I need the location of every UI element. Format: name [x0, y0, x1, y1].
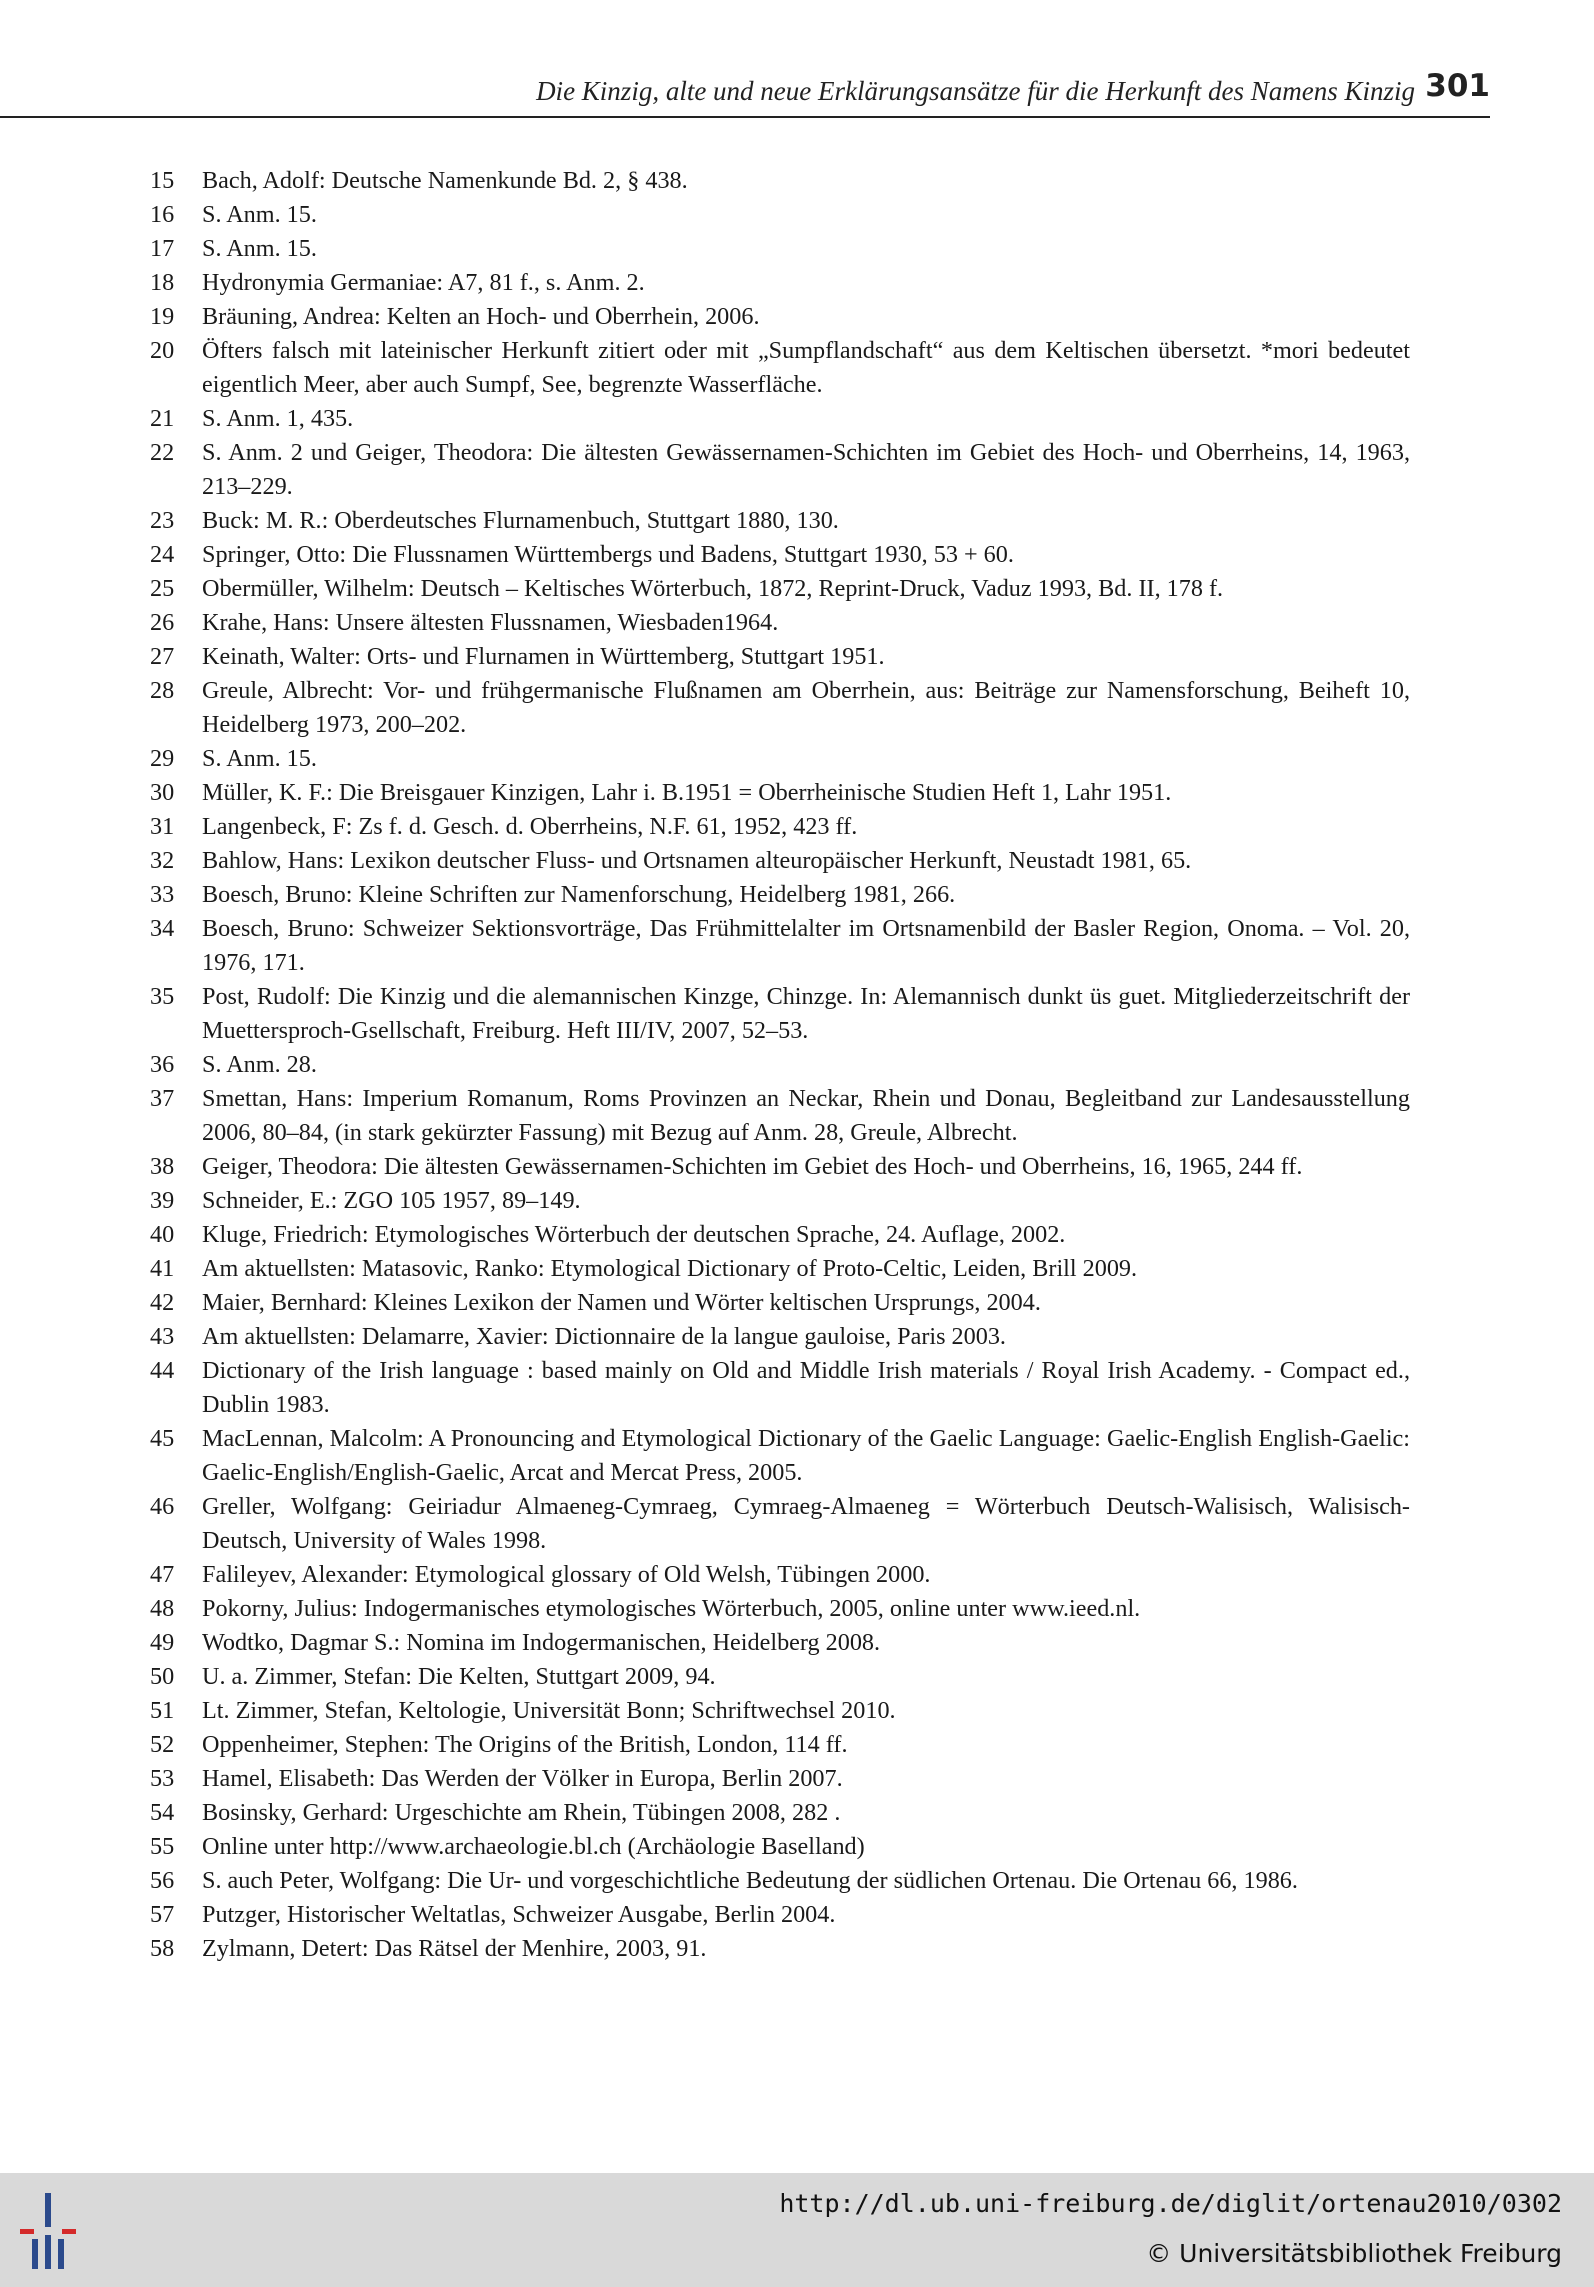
footnote-item — [150, 1626, 1410, 1660]
footnote-number: 55 — [150, 1833, 175, 1860]
footnote-text: Kluge, Friedrich: Etymologisches Wörterbuch der deutschen Sprache, 24. Auflage, 2002. — [202, 1221, 1066, 1248]
footer-copyright: © Universitätsbibliothek Freiburg — [1146, 2239, 1562, 2268]
footnote-item — [150, 1932, 1410, 1966]
footnote-number: 16 — [150, 201, 175, 228]
footnote-number: 49 — [150, 1629, 175, 1656]
footnote-item — [150, 878, 1410, 912]
footnote-item — [150, 1354, 1410, 1422]
footnote-item — [150, 674, 1410, 742]
footnote-text: S. Anm. 15. — [202, 235, 317, 262]
footnote-item — [150, 1898, 1410, 1932]
footnote-text: Falileyev, Alexander: Etymological glossary of Old Welsh, Tübingen 2000. — [202, 1561, 931, 1588]
footnote-text: Am aktuellsten: Matasovic, Ranko: Etymological Dictionary of Proto-Celtic, Leiden, Brill 2009. — [202, 1255, 1138, 1282]
footnote-number: 26 — [150, 609, 175, 636]
footnote-number: 22 — [150, 439, 175, 466]
footnote-number: 17 — [150, 235, 175, 262]
footnote-number: 56 — [150, 1867, 175, 1894]
footnote-text: Oppenheimer, Stephen: The Origins of the British, London, 114 ff. — [202, 1731, 848, 1758]
footnote-text: Am aktuellsten: Delamarre, Xavier: Dictionnaire de la langue gauloise, Paris 2003. — [202, 1323, 1006, 1350]
footnote-item — [150, 232, 1410, 266]
footnote-number: 45 — [150, 1425, 175, 1452]
footnote-text: Dictionary of the Irish language : based mainly on Old and Middle Irish materials / Royal Irish Academy. - Compact ed., Dublin 1983. — [202, 1357, 1410, 1418]
footnote-item — [150, 164, 1410, 198]
footnote-item — [150, 1184, 1410, 1218]
footnote-number: 20 — [150, 337, 175, 364]
footnote-number: 32 — [150, 847, 175, 874]
footnote-item — [150, 436, 1410, 504]
footnote-item — [150, 1864, 1410, 1898]
footnote-number: 58 — [150, 1935, 175, 1962]
footnote-number: 36 — [150, 1051, 175, 1078]
footnote-text: Post, Rudolf: Die Kinzig und die alemannischen Kinzge, Chinzge. In: Alemannisch dunkt üs guet. Mitgliederzeitschrift der Muettersproch-Gsellschaft, Freiburg. Heft III/IV, 2007, 52–53. — [202, 983, 1410, 1044]
footnote-item — [150, 1286, 1410, 1320]
footnote-item — [150, 572, 1410, 606]
footnote-text: Smettan, Hans: Imperium Romanum, Roms Provinzen an Neckar, Rhein und Donau, Begleitband zur Landesausstellung 2006, 80–84, (in stark gekürzter Fassung) mit Bezug auf Anm. 28, Greule, Albrecht. — [202, 1085, 1410, 1146]
footnote-text: Maier, Bernhard: Kleines Lexikon der Namen und Wörter keltischen Ursprungs, 2004. — [202, 1289, 1041, 1316]
page-header — [0, 62, 1490, 118]
footnote-text: S. Anm. 15. — [202, 201, 317, 228]
footnote-item — [150, 810, 1410, 844]
ub-freiburg-logo-icon — [20, 2189, 80, 2273]
footnote-text: Lt. Zimmer, Stefan, Keltologie, Universität Bonn; Schriftwechsel 2010. — [202, 1697, 896, 1724]
footnote-item — [150, 1694, 1410, 1728]
footnote-number: 19 — [150, 303, 175, 330]
footnote-text: S. Anm. 15. — [202, 745, 317, 772]
footnote-number: 50 — [150, 1663, 175, 1690]
footnote-item — [150, 1422, 1410, 1490]
footnote-number: 40 — [150, 1221, 175, 1248]
footnote-number: 23 — [150, 507, 175, 534]
footnote-number: 43 — [150, 1323, 175, 1350]
footnote-item — [150, 1558, 1410, 1592]
footnote-text: Springer, Otto: Die Flussnamen Württembergs und Badens, Stuttgart 1930, 53 + 60. — [202, 541, 1014, 568]
footnote-item — [150, 402, 1410, 436]
footnote-item — [150, 1150, 1410, 1184]
footnote-number: 21 — [150, 405, 175, 432]
footnote-text: Buck: M. R.: Oberdeutsches Flurnamenbuch, Stuttgart 1880, 130. — [202, 507, 839, 534]
footnote-number: 52 — [150, 1731, 175, 1758]
footnote-number: 27 — [150, 643, 175, 670]
footnote-text: Pokorny, Julius: Indogermanisches etymologisches Wörterbuch, 2005, online unter www.ieed.nl. — [202, 1595, 1141, 1622]
footnote-number: 46 — [150, 1493, 175, 1520]
footnote-item — [150, 606, 1410, 640]
footnote-text: S. Anm. 2 und Geiger, Theodora: Die ältesten Gewässernamen-Schichten im Gebiet des Hoch- und Oberrheins, 14, 1963, 213–229. — [202, 439, 1410, 500]
footnote-text: Greller, Wolfgang: Geiriadur Almaeneg-Cymraeg, Cymraeg-Almaeneg = Wörterbuch Deutsch-Walisisch, Walisisch-Deutsch, University of Wales 1998. — [202, 1493, 1410, 1554]
footnote-item — [150, 1592, 1410, 1626]
footnote-number: 53 — [150, 1765, 175, 1792]
footnote-number: 24 — [150, 541, 175, 568]
footnote-list — [150, 164, 1410, 1966]
footnote-item — [150, 742, 1410, 776]
footnote-text: Müller, K. F.: Die Breisgauer Kinzigen, Lahr i. B.1951 = Oberrheinische Studien Heft 1, Lahr 1951. — [202, 779, 1172, 806]
footnote-text: MacLennan, Malcolm: A Pronouncing and Etymological Dictionary of the Gaelic Language: Gaelic-English English-Gaelic: Gaelic-English/English-Gaelic, Arcat and Mercat Press, 2005. — [202, 1425, 1410, 1486]
footnote-item — [150, 504, 1410, 538]
footnote-text: U. a. Zimmer, Stefan: Die Kelten, Stuttgart 2009, 94. — [202, 1663, 716, 1690]
footnote-number: 33 — [150, 881, 175, 908]
footnote-text: Wodtko, Dagmar S.: Nomina im Indogermanischen, Heidelberg 2008. — [202, 1629, 881, 1656]
footnote-text: Bräuning, Andrea: Kelten an Hoch- und Oberrhein, 2006. — [202, 303, 760, 330]
footnote-number: 37 — [150, 1085, 175, 1112]
footnote-item — [150, 1796, 1410, 1830]
footnote-number: 34 — [150, 915, 175, 942]
footnote-number: 51 — [150, 1697, 175, 1724]
footnote-number: 57 — [150, 1901, 175, 1928]
footnote-item — [150, 1762, 1410, 1796]
footnote-number: 39 — [150, 1187, 175, 1214]
footnote-item — [150, 300, 1410, 334]
footnote-item — [150, 1830, 1410, 1864]
footnote-text: Boesch, Bruno: Kleine Schriften zur Namenforschung, Heidelberg 1981, 266. — [202, 881, 956, 908]
footnote-item — [150, 1490, 1410, 1558]
footnote-number: 54 — [150, 1799, 175, 1826]
footnote-item — [150, 640, 1410, 674]
footnote-item — [150, 776, 1410, 810]
footnote-text: Langenbeck, F: Zs f. d. Gesch. d. Oberrheins, N.F. 61, 1952, 423 ff. — [202, 813, 858, 840]
footnote-item — [150, 198, 1410, 232]
footnote-number: 30 — [150, 779, 175, 806]
footnote-number: 44 — [150, 1357, 175, 1384]
footnote-item — [150, 912, 1410, 980]
footnote-number: 31 — [150, 813, 175, 840]
footnote-item — [150, 1082, 1410, 1150]
footer-bar — [0, 2173, 1594, 2287]
footnote-item — [150, 980, 1410, 1048]
footnote-number: 47 — [150, 1561, 175, 1588]
footnote-number: 41 — [150, 1255, 175, 1282]
footnote-number: 15 — [150, 167, 175, 194]
footnote-text: Bahlow, Hans: Lexikon deutscher Fluss- und Ortsnamen alteuropäischer Herkunft, Neustadt 1981, 65. — [202, 847, 1192, 874]
footnote-item — [150, 1048, 1410, 1082]
footnote-text: Hamel, Elisabeth: Das Werden der Völker in Europa, Berlin 2007. — [202, 1765, 843, 1792]
footnote-number: 25 — [150, 575, 175, 602]
footnote-text: Putzger, Historischer Weltatlas, Schweizer Ausgabe, Berlin 2004. — [202, 1901, 836, 1928]
footnote-item — [150, 844, 1410, 878]
footnote-item — [150, 1252, 1410, 1286]
footnote-text: Krahe, Hans: Unsere ältesten Flussnamen, Wiesbaden1964. — [202, 609, 779, 636]
footnote-text: Zylmann, Detert: Das Rätsel der Menhire, 2003, 91. — [202, 1935, 707, 1962]
running-title: Die Kinzig, alte und neue Erklärungsansätze für die Herkunft des Namens Kinzig — [536, 76, 1415, 106]
page-number: 301 — [1425, 68, 1490, 104]
footnote-item — [150, 1728, 1410, 1762]
footnote-text: Obermüller, Wilhelm: Deutsch – Keltisches Wörterbuch, 1872, Reprint-Druck, Vaduz 1993, Bd. II, 178 f. — [202, 575, 1224, 602]
footnote-number: 18 — [150, 269, 175, 296]
footnote-number: 28 — [150, 677, 175, 704]
footnote-text: Boesch, Bruno: Schweizer Sektionsvorträge, Das Frühmittelalter im Ortsnamenbild der Basler Region, Onoma. – Vol. 20, 1976, 171. — [202, 915, 1410, 976]
footnote-number: 29 — [150, 745, 175, 772]
footnote-item — [150, 1320, 1410, 1354]
footnote-text: Online unter http://www.archaeologie.bl.ch (Archäologie Baselland) — [202, 1833, 865, 1860]
footnote-item — [150, 1660, 1410, 1694]
footnote-number: 42 — [150, 1289, 175, 1316]
footnote-number: 48 — [150, 1595, 175, 1622]
footnote-item — [150, 334, 1410, 402]
footnote-text: Öfters falsch mit lateinischer Herkunft zitiert oder mit „Sumpflandschaft“ aus dem Keltischen übersetzt. *mori bedeutet eigentlich Meer, aber auch Sumpf, See, begrenzte Wasserfläche. — [202, 337, 1410, 398]
footnote-item — [150, 1218, 1410, 1252]
footnote-text: S. Anm. 1, 435. — [202, 405, 354, 432]
footnote-text: Hydronymia Germaniae: A7, 81 f., s. Anm. 2. — [202, 269, 645, 296]
footnote-text: S. auch Peter, Wolfgang: Die Ur- und vorgeschichtliche Bedeutung der südlichen Ortenau. Die Ortenau 66, 1986. — [202, 1867, 1298, 1894]
footnote-number: 35 — [150, 983, 175, 1010]
footnote-text: Keinath, Walter: Orts- und Flurnamen in Württemberg, Stuttgart 1951. — [202, 643, 885, 670]
footnote-text: Greule, Albrecht: Vor- und frühgermanische Flußnamen am Oberrhein, aus: Beiträge zur Namensforschung, Beiheft 10, Heidelberg 1973, 200–202. — [202, 677, 1410, 738]
footnote-text: Geiger, Theodora: Die ältesten Gewässernamen-Schichten im Gebiet des Hoch- und Oberrheins, 16, 1965, 244 ff. — [202, 1153, 1303, 1180]
footnote-item — [150, 538, 1410, 572]
footnote-item — [150, 266, 1410, 300]
footnote-text: Bach, Adolf: Deutsche Namenkunde Bd. 2, § 438. — [202, 167, 688, 194]
footer-url[interactable]: http://dl.ub.uni-freiburg.de/diglit/ortenau2010/0302 — [779, 2189, 1562, 2218]
footnote-text: Schneider, E.: ZGO 105 1957, 89–149. — [202, 1187, 581, 1214]
footnote-text: S. Anm. 28. — [202, 1051, 317, 1078]
footnote-text: Bosinsky, Gerhard: Urgeschichte am Rhein, Tübingen 2008, 282 . — [202, 1799, 841, 1826]
footnote-number: 38 — [150, 1153, 175, 1180]
